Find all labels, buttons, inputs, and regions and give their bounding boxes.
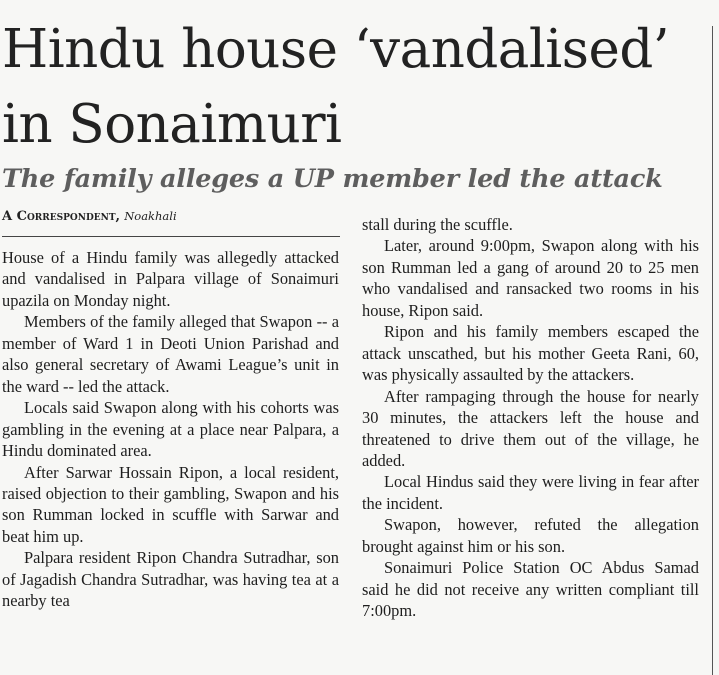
paragraph: Members of the family alleged that Swapon -- a member of Ward 1 in Deoti Union Parishad and also general secretary of Awami League’s unit in the ward -- led the attack. <box>2 312 339 396</box>
paragraph: Ripon and his family members escaped the attack unscathed, but his mother Geeta Rani, 60, was physically assaulted by the attackers. <box>362 322 699 385</box>
paragraph: Later, around 9:00pm, Swapon along with his son Rumman led a gang of around 20 to 25 men who vandalised and ransacked two rooms in his house, Ripon said. <box>362 236 699 320</box>
headline <box>2 12 702 162</box>
paragraph: Swapon, however, refuted the allegation brought against him or his son. <box>362 515 699 556</box>
byline-author: A Correspondent, <box>2 209 121 224</box>
paragraph: Sonaimuri Police Station OC Abdus Samad said he did not receive any written compliant till 7:00pm. <box>362 558 699 621</box>
headline-line-1: Hindu house ‘vandalised’ <box>2 19 670 80</box>
article-column-1 <box>2 247 339 612</box>
article-column-2 <box>362 214 699 622</box>
paragraph: Palpara resident Ripon Chandra Sutradhar, son of Jagadish Chandra Sutradhar, was having tea at a nearby tea <box>2 548 339 611</box>
paragraph: After rampaging through the house for nearly 30 minutes, the attackers left the house and threatened to drive them out of the village, he added. <box>362 386 699 470</box>
paragraph: House of a Hindu family was allegedly attacked and vandalised in Palpara village of Sonaimuri upazila on Monday night. <box>2 248 339 310</box>
byline-location: Noakhali <box>124 209 177 223</box>
headline-line-2: in Sonaimuri <box>2 94 342 155</box>
paragraph: stall during the scuffle. <box>362 215 513 234</box>
paragraph: Locals said Swapon along with his cohorts was gambling in the evening at a place near Palpara, a Hindu dominated area. <box>2 398 339 461</box>
byline-rule <box>2 236 340 237</box>
byline <box>2 209 340 224</box>
subheadline: The family alleges a UP member led the attack <box>2 164 663 194</box>
paragraph: After Sarwar Hossain Ripon, a local resident, raised objection to their gambling, Swapon and his son Rumman locked in scuffle with Sarwar and beat him up. <box>2 462 339 546</box>
column-divider-rule <box>712 26 713 675</box>
paragraph: Local Hindus said they were living in fear after the incident. <box>362 472 699 513</box>
